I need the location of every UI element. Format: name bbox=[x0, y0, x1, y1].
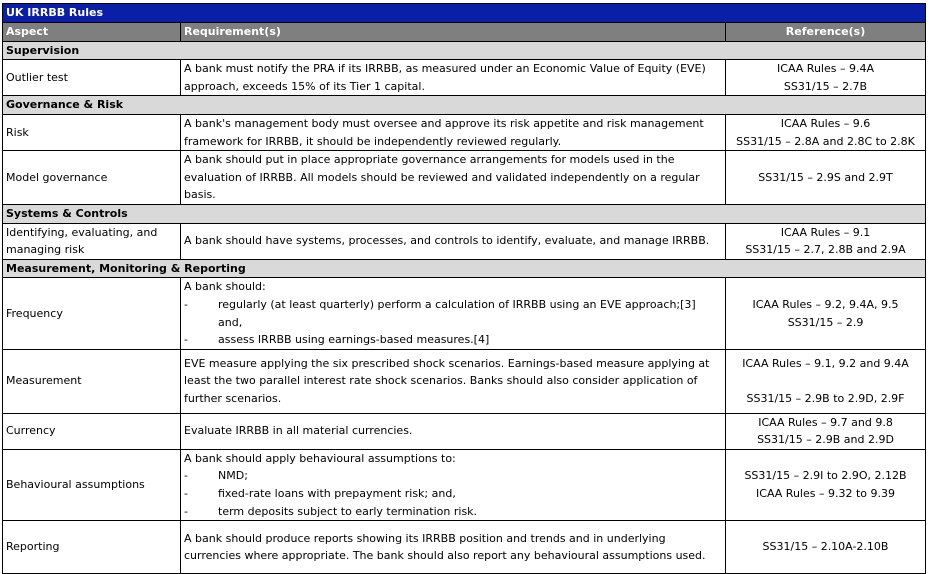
reference-cell bbox=[726, 114, 926, 150]
reference-line: ICAA Rules – 9.32 to 9.39 bbox=[756, 487, 895, 501]
section-systems: Systems & Controls bbox=[3, 204, 926, 223]
aspect-cell: Outlier test bbox=[3, 60, 181, 96]
reference-cell bbox=[726, 349, 926, 413]
requirement-cell bbox=[181, 278, 726, 349]
bullet-item bbox=[184, 467, 722, 485]
reference-line: ICAA Rules – 9.6 bbox=[780, 116, 871, 130]
table-row bbox=[3, 60, 926, 96]
reference-line: SS31/15 – 2.10A-2.10B bbox=[762, 540, 889, 554]
bullet-text: term deposits subject to early termination risk. bbox=[218, 504, 478, 518]
reference-line: SS31/15 – 2.9I to 2.9O, 2.12B bbox=[744, 469, 907, 483]
header-row bbox=[3, 22, 926, 41]
bullet-item bbox=[184, 485, 722, 503]
column-header-requirement: Requirement(s) bbox=[181, 22, 726, 41]
requirement-intro: A bank should apply behavioural assumptions to: bbox=[184, 451, 456, 465]
aspect-cell: Behavioural assumptions bbox=[3, 449, 181, 520]
aspect-cell: Risk bbox=[3, 114, 181, 150]
table-row bbox=[3, 521, 926, 574]
aspect-cell: Frequency bbox=[3, 278, 181, 349]
reference-line: SS31/15 – 2.7B bbox=[783, 79, 868, 93]
requirement-intro: A bank should: bbox=[184, 280, 266, 294]
reference-line: SS31/15 – 2.9B to 2.9D, 2.9F bbox=[746, 391, 905, 405]
bullet-item bbox=[184, 503, 722, 521]
column-header-aspect: Aspect bbox=[3, 22, 181, 41]
bullet-text: NMD; bbox=[218, 469, 248, 483]
table-row bbox=[3, 413, 926, 449]
bullet-text: fixed-rate loans with prepayment risk; and, bbox=[218, 487, 456, 501]
reference-cell bbox=[726, 413, 926, 449]
table-title: UK IRRBB Rules bbox=[3, 4, 926, 23]
reference-line: ICAA Rules – 9.1 bbox=[780, 225, 871, 239]
table-row bbox=[3, 151, 926, 205]
bullet-dash: - bbox=[184, 297, 188, 311]
section-row bbox=[3, 259, 926, 278]
bullet-item bbox=[184, 331, 722, 349]
reference-spacer bbox=[729, 372, 922, 390]
table-title-row bbox=[3, 4, 926, 23]
table-row bbox=[3, 114, 926, 150]
requirement-cell: A bank's management body must oversee and approve its risk appetite and risk management framework for IRRBB, it should be independently reviewed regularly. bbox=[181, 114, 726, 150]
irrbb-rules-table bbox=[2, 3, 926, 574]
requirement-cell: Evaluate IRRBB in all material currencies. bbox=[181, 413, 726, 449]
reference-line: ICAA Rules – 9.1, 9.2 and 9.4A bbox=[742, 356, 909, 370]
reference-cell bbox=[726, 449, 926, 520]
reference-line: ICAA Rules – 9.2, 9.4A, 9.5 bbox=[752, 297, 899, 311]
reference-line: ICAA Rules – 9.4A bbox=[777, 62, 874, 76]
table-row bbox=[3, 223, 926, 259]
table-row bbox=[3, 449, 926, 520]
requirement-cell: A bank should have systems, processes, and controls to identify, evaluate, and manage IRRBB. bbox=[181, 223, 726, 259]
reference-cell bbox=[726, 151, 926, 205]
aspect-cell: Currency bbox=[3, 413, 181, 449]
reference-line: SS31/15 – 2.8A and 2.8C to 2.8K bbox=[736, 134, 915, 148]
bullet-dash: - bbox=[184, 333, 188, 347]
reference-line: SS31/15 – 2.9B and 2.9D bbox=[757, 433, 894, 447]
bullet-dash: - bbox=[184, 487, 188, 501]
reference-cell bbox=[726, 223, 926, 259]
reference-cell bbox=[726, 278, 926, 349]
section-supervision: Supervision bbox=[3, 41, 926, 60]
bullet-text: regularly (at least quarterly) perform a calculation of IRRBB using an EVE approach;[3] and, bbox=[218, 297, 696, 329]
requirement-cell: EVE measure applying the six prescribed shock scenarios. Earnings-based measure applying at least the two parallel interest rate shock scenarios. Banks should also consider application of further scenarios. bbox=[181, 349, 726, 413]
aspect-cell: Reporting bbox=[3, 521, 181, 574]
column-header-reference: Reference(s) bbox=[726, 22, 926, 41]
reference-line: SS31/15 – 2.9S and 2.9T bbox=[758, 170, 893, 184]
section-governance: Governance & Risk bbox=[3, 96, 926, 115]
section-measurement: Measurement, Monitoring & Reporting bbox=[3, 259, 926, 278]
section-row bbox=[3, 96, 926, 115]
aspect-cell: Model governance bbox=[3, 151, 181, 205]
bullet-dash: - bbox=[184, 504, 188, 518]
section-row bbox=[3, 204, 926, 223]
requirement-cell bbox=[181, 449, 726, 520]
aspect-cell: Measurement bbox=[3, 349, 181, 413]
requirement-cell: A bank must notify the PRA if its IRRBB, as measured under an Economic Value of Equity (EVE) approach, exceeds 15% of its Tier 1 capital. bbox=[181, 60, 726, 96]
reference-cell bbox=[726, 521, 926, 574]
bullet-dash: - bbox=[184, 469, 188, 483]
table-row bbox=[3, 278, 926, 349]
aspect-cell: Identifying, evaluating, and managing risk bbox=[3, 223, 181, 259]
reference-cell bbox=[726, 60, 926, 96]
requirement-cell: A bank should put in place appropriate governance arrangements for models used in the evaluation of IRRBB. All models should be reviewed and validated independently on a regular basis. bbox=[181, 151, 726, 205]
bullet-item bbox=[184, 296, 722, 331]
reference-line: SS31/15 – 2.7, 2.8B and 2.9A bbox=[745, 243, 906, 257]
bullet-text: assess IRRBB using earnings-based measures.[4] bbox=[218, 333, 490, 347]
table-row bbox=[3, 349, 926, 413]
reference-line: SS31/15 – 2.9 bbox=[787, 315, 864, 329]
requirement-cell: A bank should produce reports showing its IRRBB position and trends and in underlying currencies where appropriate. The bank should also report any behavioural assumptions used. bbox=[181, 521, 726, 574]
section-row bbox=[3, 41, 926, 60]
reference-line: ICAA Rules – 9.7 and 9.8 bbox=[758, 415, 893, 429]
